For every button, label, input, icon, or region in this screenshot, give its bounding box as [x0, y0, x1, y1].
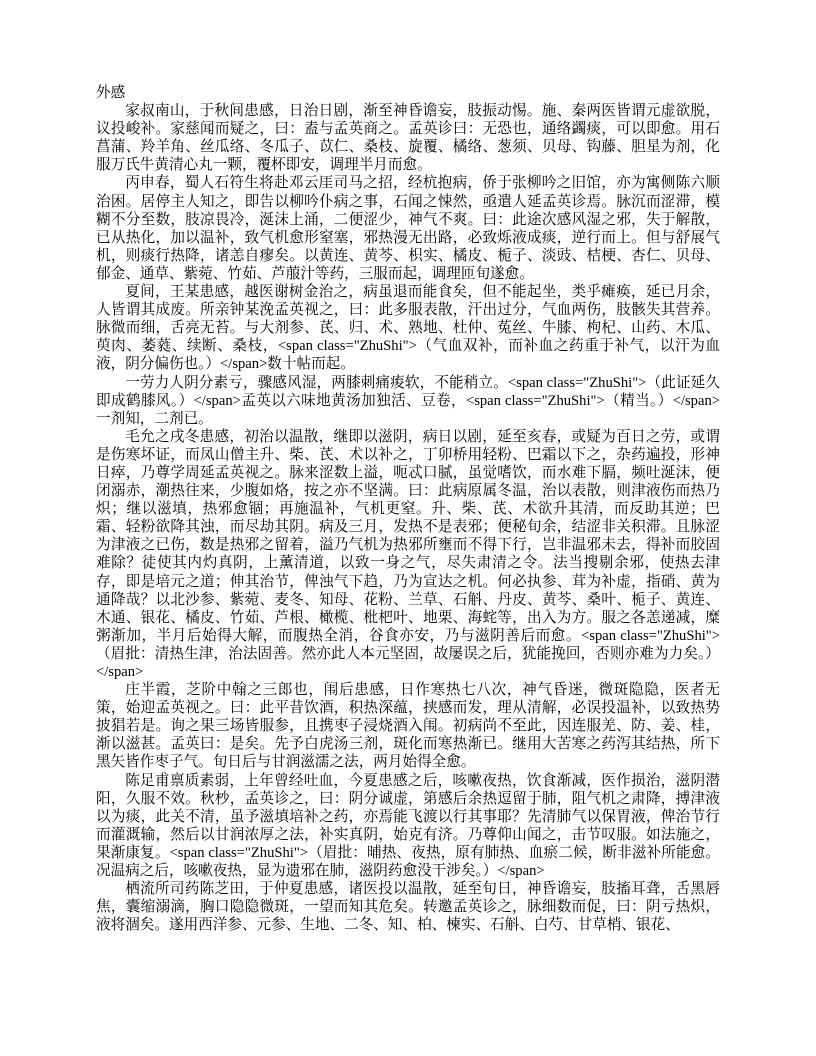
- paragraph-case-1: 家叔南山，于秋间患感，日治日剧，渐至神昏谵妄，肢振动惕。施、秦两医皆谓元虚欲脱，议投峻补。家慈闻而疑之，曰：盍与孟英商之。孟英诊曰：无恐也，通络蠲痰，可以即愈。用石菖蒲、羚羊角、丝瓜络、冬瓜子、苡仁、桑枝、旋覆、橘络、葱须、贝母、钩藤、胆星为剂，化服万氏牛黄清心丸一颗，覆杯即安，调理半月而愈。: [96, 103, 720, 174]
- paragraph-case-6: 庄半霞，芝阶中翰之三郎也，闱后患感，日作寒热七八次，神气昏迷，微斑隐隐，医者无策，始迎孟英视之。曰：此平昔饮酒，积热深蕴，挟感而发，理从清解，必误投温补，以致热势披猖若是。询之果三场皆服参，且携枣子浸烧酒入闱。初病尚不至此，因连服羌、防、姜、桂，渐以滋甚。孟英曰：是矣。先予白虎汤三剂，斑化而寒热渐已。继用大苦寒之药泻其结热，所下黑矢皆作枣子气。旬日后与甘润滋濡之法，两月始得全愈。: [96, 682, 720, 771]
- paragraph-case-4: 一劳力人阴分素亏，骤感风湿，两膝刺痛痠软，不能稍立。<span class="ZhuShi">（此证延久即成鹤膝风。）</span>孟英以六味地黄汤加独活、豆卷，<span class="ZhuShi">（精当。）</span>一剂知，二剂已。: [96, 374, 720, 427]
- section-title: 外感: [96, 85, 126, 101]
- paragraph-case-2: 丙申春，蜀人石符生将赴邓云厓司马之招，经杭抱病，侨于张柳吟之旧馆，亦为寓侧陈六顺治困。居停主人知之，即告以柳吟仆病之事，石闻之悚然，亟遣人延孟英诊焉。脉沉而涩滞，模糊不分至数，肢凉畏冷，涎沫上涌，二便涩少，神气不爽。曰：此途次感风湿之邪，失于解散，已从热化，加以温补，致气机愈形窒塞，邪热漫无出路，必致烁液成痰，逆行而上。但与舒展气机，则痰行热降，诸恙自瘳矣。以黄连、黄芩、枳实、橘皮、栀子、淡豉、桔梗、杏仁、贝母、郁金、通草、紫菀、竹茹、芦菔汁等药，三服而起，调理匝旬遂愈。: [96, 175, 720, 282]
- paragraph-case-3: 夏间，王某患感，越医谢树金治之，病虽退而能食矣，但不能起坐，类乎瘫痪，延已月余，人皆谓其成废。所亲钟某浼孟英视之，曰：此多服表散，汗出过分，气血两伤，肢骸失其营养。脉微而细，舌亮无苔。与大剂参、芪、归、术、熟地、杜仲、菟丝、牛膝、枸杞、山药、木瓜、萸肉、萎蕤、续断、桑枝，<span class="ZhuShi">（气血双补，而补血之药重于补气，以汗为血液，阴分偏伤也。）</span>数十帖而起。: [96, 284, 720, 373]
- paragraph-case-8: 栖流所司药陈芝田，于仲夏患感，诸医投以温散，延至旬日，神昏谵妄，肢搐耳聋，舌黑唇焦，囊缩溺滴，胸口隐隐微斑，一望而知其危矣。转邀孟英诊之，脉细数而促，曰：阴亏热炽，液将涸矣。遂用西洋参、元参、生地、二冬、知、柏、楝实、石斛、白芍、甘草梢、银花、: [96, 881, 720, 934]
- paragraph-case-5: 毛允之戌冬患感，初治以温散，继即以滋阴，病日以剧，延至亥春，或疑为百日之劳，或谓是伤寒坏证，而凤山僧主升、柴、芪、术以补之，丁卯桥用轻粉、巴霜以下之，杂药遍投，形神日瘁，乃尊学周延孟英视之。脉来涩数上溢，呃忒口腻，虽觉嗜饮，而水难下膈，频吐涎沫，便闭溺赤，潮热往来，少腹如烙，按之亦不坚满。曰：此病原属冬温，治以表散，则津液伤而热乃炽；继以滋填，热邪愈锢；再施温补，气机更窒。升、柴、芪、术欲升其清，而反助其逆；巴霜、轻粉欲降其浊，而尽劫其阴。病及三月，发热不是表邪；便秘旬余，结涩非关积滞。且脉涩为津液之已伤，数是热邪之留着，溢乃气机为热邪所壅而不得下行，岂非温邪未去，得补而胶固难除？徒使其内灼真阴，上薰清道，以致一身之气，尽失肃清之令。法当搜剔余邪，使热去津存，即是培元之道；伸其治节，俾浊气下趋，乃为宣达之机。何必执参、茸为补虚，指硝、黄为通降哉？以北沙参、紫菀、麦冬、知母、花粉、兰草、石斛、丹皮、黄芩、桑叶、栀子、黄连、木通、银花、橘皮、竹茹、芦根、橄榄、枇杷叶、地栗、海䖳等，出入为方。服之各恙递减，糜粥渐加，半月后始得大解，而腹热全消，谷食亦安，乃与滋阴善后而愈。<span class="ZhuShi">（眉批：清热生津，治法固善。然亦此人本元坚固，故屡误之后，犹能挽回，否则亦难为力矣。）</span>: [96, 428, 720, 680]
- paragraph-case-7: 陈足甫禀质素弱，上年曾经吐血，今夏患感之后，咳嗽夜热，饮食渐减，医作损治，滋阴潜阳，久服不效。秋杪，孟英诊之，曰：阴分诚虚，第感后余热逗留于肺，阻气机之肃降，搏津液以为痰，此关不清，虽予滋填培补之药，亦焉能飞渡以行其事耶？先清肺气以保胃液，俾治节行而灌溉输，然后以甘润浓厚之法，补实真阴，始克有济。乃尊仰山闻之，击节叹服。如法施之，果渐康复。<span class="ZhuShi">（眉批：晡热、夜热，原有肺热、血瘀二候，断非滋补所能愈。况温病之后，咳嗽夜热，显为遗邪在肺，滋阴药愈没干涉矣。）</span>: [96, 772, 720, 880]
